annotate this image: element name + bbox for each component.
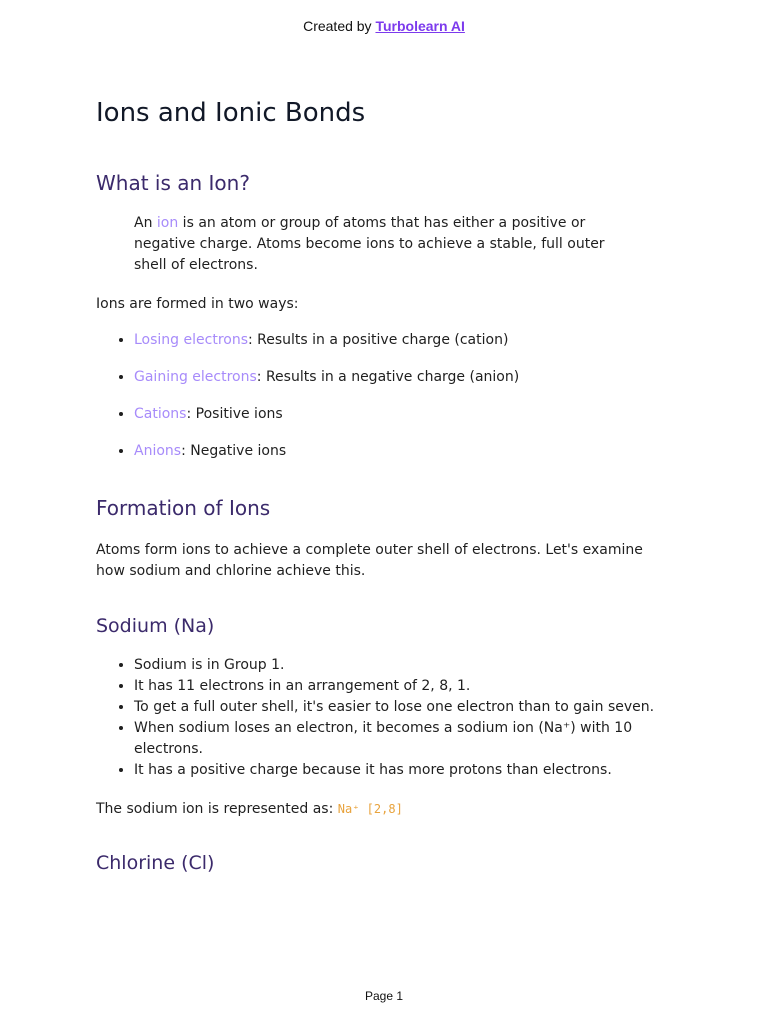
- heading-sodium: Sodium (Na): [96, 615, 215, 637]
- formation-paragraph: Atoms form ions to achieve a complete outer shell of electrons. Let's examine how sodium and chlorine achieve this.: [96, 542, 643, 579]
- quote-text-pre: An: [134, 215, 157, 231]
- sodium-facts-list: [96, 655, 676, 781]
- list-item-text: : Results in a positive charge (cation): [248, 332, 509, 348]
- representation-text: The sodium ion is represented as:: [96, 801, 338, 817]
- term-cations: Cations: [134, 406, 187, 422]
- sodium-representation: [96, 799, 403, 820]
- term-ion: ion: [156, 215, 179, 231]
- definition-quote: [134, 213, 634, 276]
- list-item: • When sodium loses an electron, it becomes a sodium ion (Na⁺) with 10 electrons.: [134, 718, 676, 760]
- list-item-text: : Results in a negative charge (anion): [256, 369, 520, 385]
- list-item: [134, 367, 676, 388]
- list-item-text: : Negative ions: [181, 443, 287, 459]
- heading-formation-of-ions: Formation of Ions: [96, 496, 271, 520]
- created-by-label: Created by: [303, 18, 376, 34]
- page-header: [0, 18, 768, 34]
- ion-formation-list: [96, 330, 676, 462]
- list-item: • Sodium is in Group 1.: [134, 655, 676, 676]
- list-item: [134, 330, 676, 351]
- list-item: • It has a positive charge because it has more protons than electrons.: [134, 760, 676, 781]
- sodium-ion-notation: Na⁺ [2,8]: [337, 802, 403, 816]
- list-item-text: : Positive ions: [186, 406, 283, 422]
- heading-what-is-an-ion: What is an Ion?: [96, 171, 250, 195]
- page-number: Page 1: [364, 989, 404, 1003]
- quote-text-post: is an atom or group of atoms that has either a positive or negative charge. Atoms become ions to achieve a stable, full outer shell of electrons.: [134, 215, 605, 273]
- heading-chlorine: Chlorine (Cl): [96, 852, 215, 874]
- list-item: [134, 441, 676, 462]
- list-item: [134, 404, 676, 425]
- term-gaining-electrons: Gaining electrons: [134, 369, 257, 385]
- page-title: Ions and Ionic Bonds: [96, 98, 366, 128]
- list-item: • To get a full outer shell, it's easier to lose one electron than to gain seven.: [134, 697, 676, 718]
- turbolearn-link[interactable]: Turbolearn AI: [375, 18, 465, 34]
- term-losing-electrons: Losing electrons: [134, 332, 248, 348]
- ion-formation-intro: Ions are formed in two ways:: [96, 296, 299, 312]
- term-anions: Anions: [134, 443, 182, 459]
- list-item: • It has 11 electrons in an arrangement of 2, 8, 1.: [134, 676, 676, 697]
